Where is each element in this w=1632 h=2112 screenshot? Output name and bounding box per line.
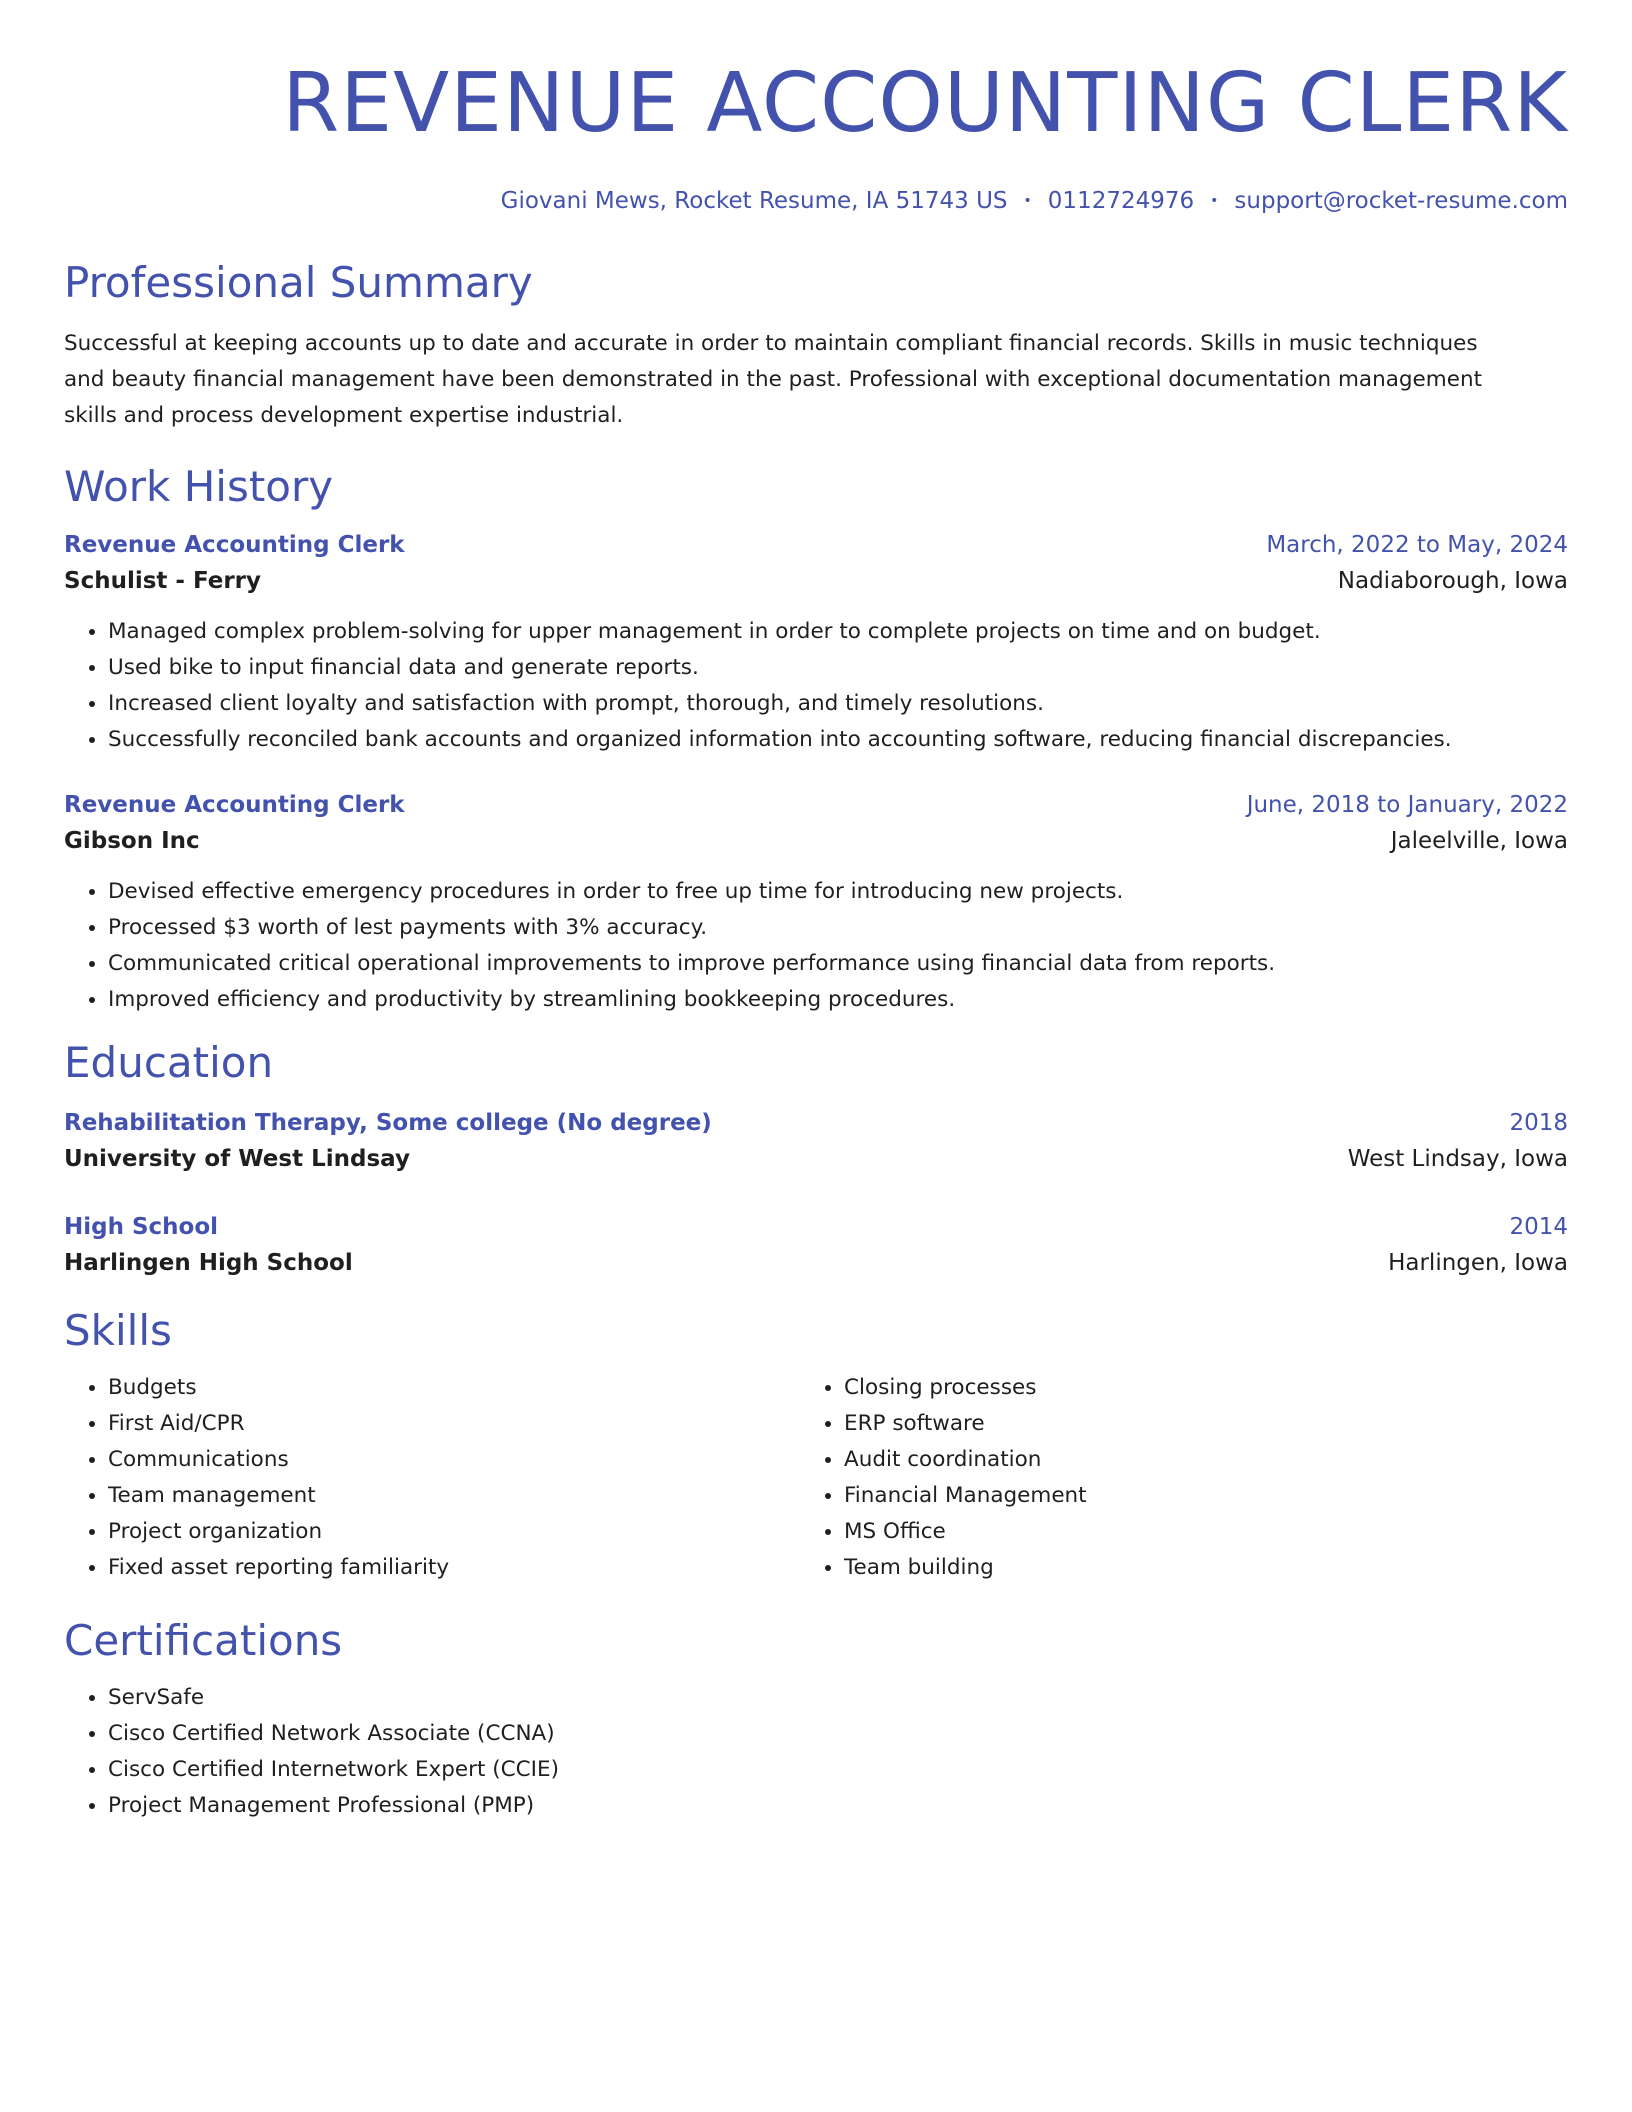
skill-item: • Team building [844,1550,1444,1586]
certifications-list [64,1680,1568,1824]
job-bullets [64,614,1568,758]
job-bullet: • Managed complex problem-solving for upper management in order to complete projects on time and on budget. [108,614,1568,650]
skill-item: • Financial Management [844,1478,1444,1514]
education-degree: High School [64,1214,219,1240]
skill-item: • ERP software [844,1406,1444,1442]
job-dates: June, 2018 to January, 2022 [1246,792,1568,818]
summary-heading: Professional Summary [64,258,533,307]
certifications-heading: Certifications [64,1616,343,1665]
skills-section [64,1306,1568,1586]
summary-text: Successful at keeping accounts up to date and accurate in order to maintain compliant financial records. Skills in music techniques and beauty financial management have been demonstrated in the past. Professional with exceptional documentation management skills and process development expertise industrial. [64,331,1483,428]
education-school: Harlingen High School [64,1250,353,1276]
contact-separator: • [1210,193,1219,209]
skill-item: • First Aid/CPR [108,1406,800,1442]
skills-list-left [64,1370,800,1586]
resume-title: REVENUE ACCOUNTING CLERK [282,56,1568,151]
job-bullet: • Increased client loyalty and satisfaction with prompt, thorough, and timely resolutions. [108,686,1568,722]
skills-list-right [800,1370,1444,1586]
education-entry [64,1214,1568,1276]
certification-item: • Cisco Certified Internetwork Expert (CCIE) [108,1752,1568,1788]
job-title: Revenue Accounting Clerk [64,532,405,558]
job-title: Revenue Accounting Clerk [64,792,405,818]
education-section [64,1038,1568,1276]
skill-item: • MS Office [844,1514,1444,1550]
job-bullet: • Processed $3 worth of lest payments with 3% accuracy. [108,910,1568,946]
job-bullet: • Communicated critical operational improvements to improve performance using financial data from reports. [108,946,1568,982]
certifications-section [64,1616,1568,1824]
skill-item: • Team management [108,1478,800,1514]
job-entry [64,532,1568,758]
job-bullet: • Used bike to input financial data and generate reports. [108,650,1568,686]
summary-section [64,258,1568,434]
job-entry [64,792,1568,1018]
education-year: 2018 [1509,1110,1568,1136]
skill-item: • Fixed asset reporting familiarity [108,1550,800,1586]
job-company: Gibson Inc [64,828,200,854]
education-location: Harlingen, Iowa [1388,1250,1568,1276]
skill-item: • Project organization [108,1514,800,1550]
certification-item: • ServSafe [108,1680,1568,1716]
education-location: West Lindsay, Iowa [1347,1146,1568,1172]
contact-line [64,188,1568,214]
skills-grid [64,1370,1568,1586]
job-location: Nadiaborough, Iowa [1337,568,1568,594]
work-history-heading: Work History [64,462,334,511]
job-bullet: • Successfully reconciled bank accounts and organized information into accounting software, reducing financial discrepancies. [108,722,1568,758]
education-entry [64,1110,1568,1172]
education-year: 2014 [1509,1214,1568,1240]
job-bullet: • Improved efficiency and productivity by streamlining bookkeeping procedures. [108,982,1568,1018]
skill-item: • Audit coordination [844,1442,1444,1478]
certification-item: • Project Management Professional (PMP) [108,1788,1568,1824]
skill-item: • Communications [108,1442,800,1478]
skill-item: • Budgets [108,1370,800,1406]
job-bullets [64,874,1568,1018]
job-company: Schulist - Ferry [64,568,262,594]
skill-item: • Closing processes [844,1370,1444,1406]
contact-phone: 0112724976 [1047,188,1195,214]
job-bullet: • Devised effective emergency procedures in order to free up time for introducing new projects. [108,874,1568,910]
contact-separator: • [1023,193,1032,209]
education-school: University of West Lindsay [64,1146,410,1172]
education-heading: Education [64,1038,274,1087]
job-dates: March, 2022 to May, 2024 [1266,532,1568,558]
contact-email[interactable]: support@rocket-resume.com [1234,188,1568,214]
skills-heading: Skills [64,1306,172,1355]
contact-address: Giovani Mews, Rocket Resume, IA 51743 US [500,188,1008,214]
job-location: Jaleelville, Iowa [1390,828,1568,854]
certification-item: • Cisco Certified Network Associate (CCNA) [108,1716,1568,1752]
education-degree: Rehabilitation Therapy, Some college (No degree) [64,1110,712,1136]
work-history-section [64,462,1568,1018]
